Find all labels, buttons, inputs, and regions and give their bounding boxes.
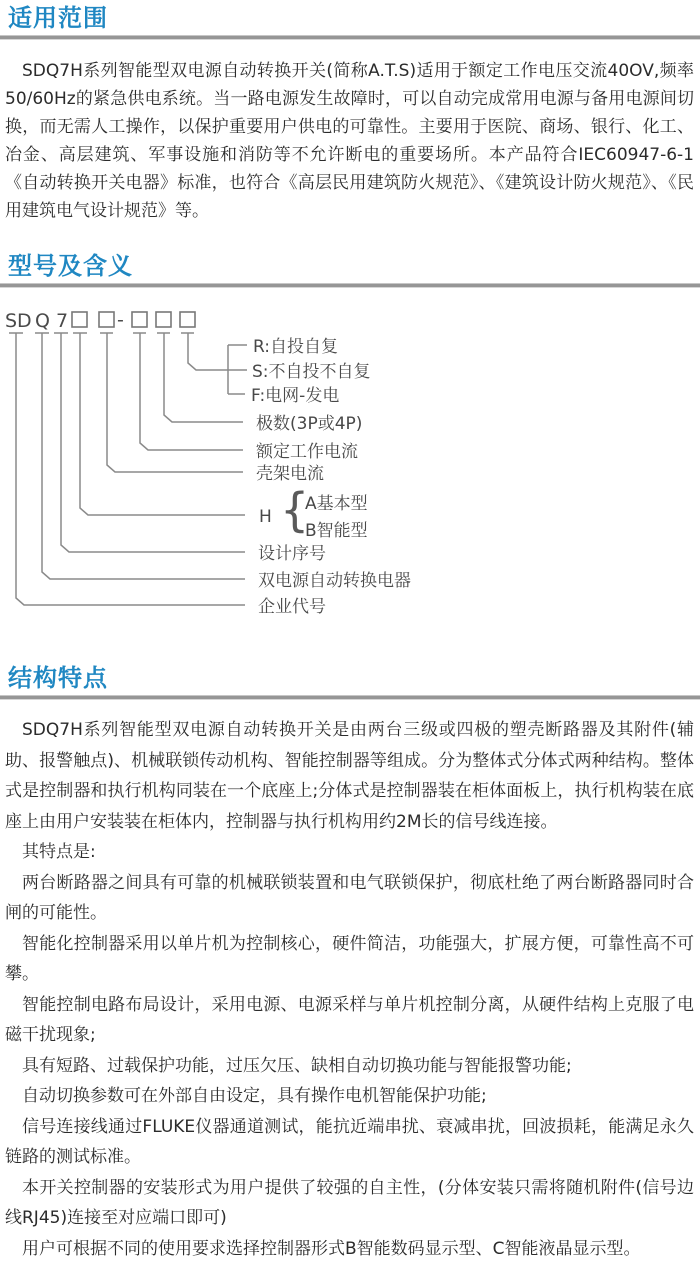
section-model: [0, 248, 700, 627]
section-model-title: 型号及含义: [0, 248, 700, 283]
label-design-no: 设计序号: [258, 544, 326, 564]
code-box-rated-current: [132, 312, 147, 327]
structure-paragraphs: [0, 700, 700, 1264]
label-company-code: 企业代号: [258, 597, 326, 617]
label-h-smart-type: B智能型: [305, 521, 368, 541]
code-box-function: [180, 312, 195, 327]
label-rated-current: 额定工作电流: [256, 442, 358, 462]
structure-paragraph: 智能控制电路布局设计，采用电源、电源采样与单片机控制分离，从硬件结构上克服了电磁干扰现象;: [0, 990, 700, 1051]
model-code-row: [5, 309, 195, 332]
label-frame-current: 壳架电流: [256, 464, 324, 484]
code-company-letters: SD: [5, 310, 32, 332]
section-model-divider: [0, 283, 700, 288]
structure-paragraph: 自动切换参数可在外部自由设定，具有操作电机智能保护功能;: [0, 1081, 700, 1112]
section-scope-title: 适用范围: [0, 0, 700, 35]
structure-paragraph: 具有短路、过载保护功能，过压欠压、缺相自动切换功能与智能报警功能;: [0, 1051, 700, 1082]
structure-paragraph: 其特点是:: [0, 837, 700, 868]
label-function-s: S:不自投不自复: [252, 361, 371, 382]
label-function-f: F:电网-发电: [251, 386, 339, 406]
diagram-connector-lines: [9, 333, 247, 605]
structure-paragraph: 两台断路器之间具有可靠的机械联锁装置和电气联锁保护，彻底杜绝了两台断路器同时合闸的可能性。: [0, 868, 700, 929]
section-structure: [0, 660, 700, 1264]
label-poles: 极数(3P或4P): [256, 414, 362, 434]
label-function-r: R:自投自复: [253, 336, 338, 357]
structure-paragraph: SDQ7H系列智能型双电源自动转换开关是由两台三级或四极的塑壳断路器及其附件(辅助、报警触点)、机械联锁传动机构、智能控制器等组成。分为整体式分体式两种结构。整体式是控制器和执行机构同装在一个底座上;分体式是控制器装在柜体面板上，执行机构装在底座上由用户安装装在柜体内，控制器与执行机构用约2M长的信号线连接。: [0, 715, 700, 837]
label-h-code: H: [259, 507, 272, 527]
structure-paragraph: 信号连接线通过FLUKE仪器通道测试，能抗近端串扰、衰减串扰，回波损耗，能满足永久链路的测试标准。: [0, 1112, 700, 1173]
code-box-frame-type: [72, 312, 87, 327]
structure-paragraph: 本开关控制器的安装形式为用户提供了较强的自主性，(分体安装只需将随机附件(信号边线RJ45)连接至对应端口即可): [0, 1173, 700, 1234]
model-code-diagram: [0, 297, 700, 627]
diagram-labels: [251, 336, 411, 617]
code-series-number: 7: [56, 310, 68, 332]
section-structure-title: 结构特点: [0, 660, 700, 695]
brace-glyph: {: [280, 483, 309, 537]
structure-paragraph: 用户可根据不同的使用要求选择控制器形式B智能数码显示型、C智能液晶显示型。: [0, 1234, 700, 1264]
code-box-frame-current: [99, 312, 114, 327]
scope-paragraph: SDQ7H系列智能型双电源自动转换开关(简称A.T.S)适用于额定工作电压交流40OV,频率50/60Hz的紧急供电系统。当一路电源发生故障时，可以自动完成常用电源与备用电源间切换，而无需人工操作，以保护重要用户供电的可靠性。主要用于医院、商场、银行、化工、冶金、高层建筑、军事设施和消防等不允许断电的重要场所。本产品符合IEC60947-6-1《自动转换开关电器》标准，也符合《高层民用建筑防火规范》、《建筑设计防火规范》、《民用建筑电气设计规范》等。: [0, 40, 700, 225]
section-scope: [0, 0, 700, 225]
structure-paragraph: 智能化控制器采用以单片机为控制核心，硬件简洁，功能强大，扩展方便，可靠性高不可攀。: [0, 929, 700, 990]
code-device-letter: Q: [35, 310, 50, 332]
label-h-basic-type: A基本型: [305, 494, 368, 514]
code-dash: -: [117, 309, 124, 331]
label-device-name: 双电源自动转换电器: [258, 571, 411, 591]
code-box-poles: [156, 312, 171, 327]
